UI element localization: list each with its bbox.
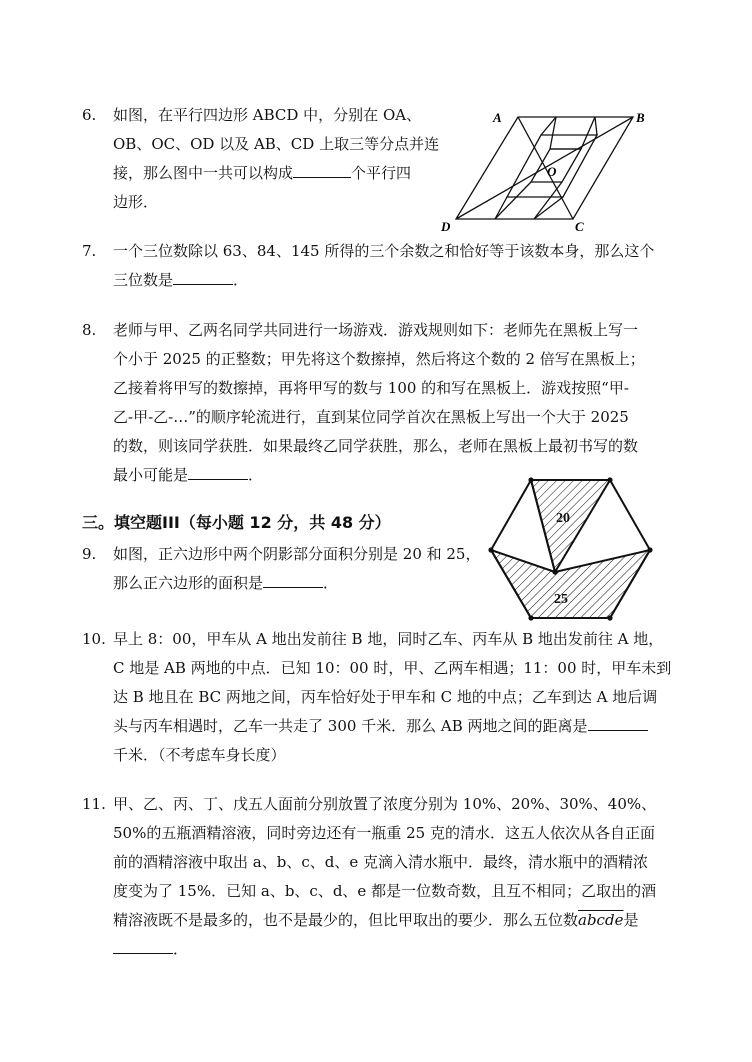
q8-line-4: 乙-甲-乙-…”的顺序轮流进行，直到某位同学首次在黑板上写出一个大于 2025 — [113, 408, 629, 426]
q10-line-1: 早上 8：00，甲车从 A 地出发前往 B 地，同时乙车、丙车从 B 地出发前往 A 地， — [113, 630, 664, 648]
q10-line-2: C 地是 AB 两地的中点．已知 10：00 时，甲、乙两车相遇；11：00 时，甲车未到 — [113, 659, 672, 677]
q11-line-5-c: 是 — [623, 911, 639, 929]
q11-line-5-a: 精溶液既不是最多的，也不是最少的，但比甲取出的要少．那么五位数 — [113, 911, 579, 929]
q6-line-2: OB、OC、OD 以及 AB、CD 上取三等分点并连 — [113, 135, 440, 153]
q8-line-5: 的数，则该同学获胜．如果最终乙同学获胜，那么，老师在黑板上最初书写的数 — [113, 437, 639, 455]
q7-answer-blank[interactable] — [173, 270, 233, 285]
q8-line-6-b: ． — [248, 466, 264, 484]
q8-number: 8. — [82, 321, 97, 339]
label-d: D — [441, 219, 451, 234]
q8-line-1: 老师与甲、乙两名同学共同进行一场游戏．游戏规则如下：老师先在黑板上写一 — [113, 321, 639, 339]
q10-line-4-a: 头与丙车相遇时，乙车一共走了 300 千米．那么 AB 两地之间的距离是 — [113, 717, 588, 735]
q7-line-2-a: 三位数是 — [113, 271, 174, 289]
label-b: B — [636, 110, 645, 125]
label-20: 20 — [556, 511, 570, 526]
q8-answer-blank[interactable] — [188, 465, 248, 480]
section-3-title: 三。填空题III（每小题 12 分，共 48 分） — [82, 513, 391, 532]
q9-answer-blank[interactable] — [263, 573, 323, 588]
q8-line-2: 个小于 2025 的正整数；甲先将这个数擦掉，然后将这个数的 2 倍写在黑板上； — [113, 350, 645, 368]
q6-line-3 — [113, 159, 411, 188]
q6-line-3-b: 个平行四 — [351, 164, 412, 182]
q8-line-3: 乙接着将甲写的数擦掉，再将甲写的数与 100 的和写在黑板上．游戏按照“甲- — [113, 379, 629, 397]
q6-line-4: 边形． — [113, 193, 159, 211]
q11-line-5 — [113, 906, 638, 935]
q11-line-4: 度变为了 15%．已知 a、b、c、d、e 都是一位数奇数，且互不相同；乙取出的酒 — [113, 882, 657, 900]
q10-line-3: 达 B 地且在 BC 两地之间，丙车恰好处于甲车和 C 地的中点；乙车到达 A 地后调 — [113, 688, 658, 706]
q11-line-3: 前的酒精溶液中取出 a、b、c、d、e 克滴入清水瓶中．最终，清水瓶中的酒精浓 — [113, 853, 648, 871]
q11-number: 11. — [82, 795, 106, 813]
q10-number: 10. — [82, 630, 106, 648]
q11-number-abcde: abcde — [578, 911, 624, 929]
q7-line-1: 一个三位数除以 63、84、145 所得的三个余数之和恰好等于该数本身，那么这个 — [113, 242, 655, 260]
label-o: O — [547, 164, 557, 179]
q6-answer-blank[interactable] — [293, 163, 351, 178]
q11-line-6-b: ． — [173, 940, 189, 958]
q9-line-1: 如图，正六边形中两个阴影部分面积分别是 20 和 25， — [113, 545, 481, 563]
q11-answer-blank[interactable] — [113, 939, 173, 954]
q9-number: 9. — [82, 545, 97, 563]
q7-line-2-b: ． — [233, 271, 249, 289]
hexagon-figure — [482, 470, 662, 626]
q9-line-2 — [113, 569, 338, 598]
q10-line-4 — [113, 712, 648, 741]
q6-line-3-a: 接，那么图中一共可以构成 — [113, 164, 294, 182]
q7-line-2 — [113, 266, 248, 295]
q7-number: 7. — [82, 242, 97, 260]
q9-line-2-a: 那么正六边形的面积是 — [113, 574, 264, 592]
label-a: A — [493, 110, 502, 125]
q10-answer-blank[interactable] — [588, 716, 648, 731]
q9-line-2-b: ． — [323, 574, 339, 592]
q11-line-1: 甲、乙、丙、丁、戊五人面前分别放置了浓度分别为 10%、20%、30%、40%、 — [113, 795, 657, 813]
q6-number: 6. — [82, 106, 97, 124]
label-c: C — [575, 219, 584, 234]
q8-line-6 — [113, 461, 263, 490]
q8-line-6-a: 最小可能是 — [113, 466, 189, 484]
q11-line-6 — [113, 935, 188, 964]
q6-line-1: 如图，在平行四边形 ABCD 中，分别在 OA、 — [113, 106, 422, 124]
q11-line-2: 50%的五瓶酒精溶液，同时旁边还有一瓶重 25 克的清水．这五人依次从各自正面 — [113, 824, 655, 842]
q10-line-5: 千米．（不考虑车身长度） — [113, 746, 286, 764]
parallelogram-figure — [435, 104, 660, 234]
label-25: 25 — [554, 592, 568, 607]
